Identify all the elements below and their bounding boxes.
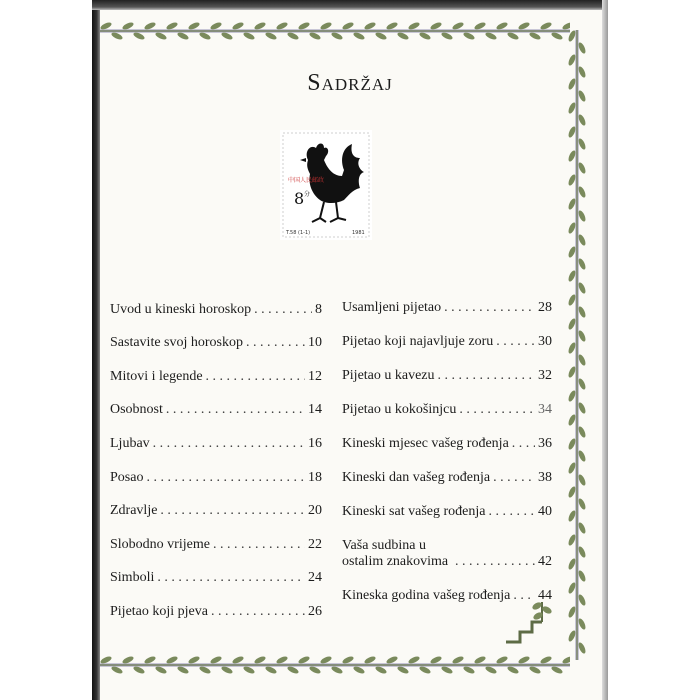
toc-entry-page: 36	[538, 436, 552, 451]
toc-leader	[157, 570, 305, 586]
toc-entry-page: 18	[308, 469, 322, 485]
toc-entry[interactable]	[110, 519, 322, 553]
toc-entry-page: 16	[308, 435, 322, 451]
toc-leader	[444, 300, 535, 316]
toc-entry[interactable]	[110, 452, 322, 486]
toc-entry[interactable]	[110, 553, 322, 587]
toc-leader	[166, 402, 305, 418]
toc-entry-page: 10	[308, 335, 322, 351]
toc-entry-label: Sastavite svoj horoskop	[110, 335, 243, 351]
toc-leader	[488, 504, 535, 520]
toc-leader	[246, 335, 305, 351]
toc-entry-page: 44	[538, 588, 552, 603]
toc-entry-page: 40	[538, 504, 552, 519]
toc-entry[interactable]	[342, 384, 552, 418]
stamp-country-text: 中国人民邮政	[288, 177, 325, 184]
toc-leader	[153, 436, 305, 452]
toc-entry-label: Pijetao koji pjeva	[110, 603, 208, 619]
toc-entry[interactable]	[342, 282, 552, 316]
stamp-value-suffix: 分	[304, 191, 311, 198]
page-edge-shadow	[92, 0, 100, 700]
toc-entry[interactable]	[342, 452, 552, 486]
top-vine-border	[100, 18, 570, 44]
stamp-year: 1981	[352, 230, 365, 236]
toc-entry-label: Osobnost	[110, 402, 163, 418]
toc-entry-label: Pijetao u kavezu	[342, 368, 435, 383]
toc-entry-page: 42	[538, 554, 552, 569]
bottom-vine-border	[100, 652, 570, 678]
toc-entry-label: Kineski mjesec vašeg rođenja	[342, 436, 509, 451]
toc-entry-page: 38	[538, 470, 552, 485]
toc-entry-page: 26	[308, 603, 322, 619]
toc-leader	[493, 470, 535, 486]
toc-leader	[496, 334, 535, 350]
toc-entry[interactable]	[110, 486, 322, 520]
toc-entry-page: 32	[538, 368, 552, 383]
toc-leader	[455, 554, 535, 570]
toc-entry[interactable]	[342, 486, 552, 520]
toc-leader	[254, 302, 312, 318]
toc-entry[interactable]	[342, 570, 552, 604]
toc-entry[interactable]	[342, 520, 552, 570]
toc-leader	[206, 369, 305, 385]
page-title: Sadržaj	[307, 70, 393, 96]
page-top-shadow	[92, 0, 608, 10]
toc-entry-label: Simboli	[110, 570, 155, 586]
toc-leader	[459, 402, 535, 418]
toc-entry-label: Uvod u kineski horoskop	[110, 301, 252, 317]
toc-entry-label: Usamljeni pijetao	[342, 300, 442, 315]
book-page	[92, 0, 608, 700]
toc-entry-label: Slobodno vrijeme	[110, 536, 210, 552]
toc-entry-page: 30	[538, 334, 552, 349]
toc-left-column	[110, 284, 322, 620]
toc-entry[interactable]	[342, 418, 552, 452]
toc-entry[interactable]	[110, 586, 322, 620]
toc-entry-label: Posao	[110, 469, 144, 485]
toc-entry-label: Mitovi i legende	[110, 368, 203, 384]
toc-entry-label: Ljubav	[110, 435, 150, 451]
toc-entry-label: Vaša sudbina u ostalim znakovima	[342, 538, 449, 569]
toc-entry-label: Kineski dan vašeg rođenja	[342, 470, 491, 485]
toc-leader	[146, 470, 305, 486]
toc-entry[interactable]	[110, 318, 322, 352]
toc-leader	[213, 537, 305, 553]
toc-entry-label: Kineska godina vašeg rođenja	[342, 588, 511, 603]
right-vine-border	[564, 30, 590, 660]
toc-entry[interactable]	[342, 316, 552, 350]
toc-entry-page: 24	[308, 570, 322, 586]
toc-leader	[160, 503, 305, 519]
toc-leader	[438, 368, 535, 384]
toc-entry-page: 22	[308, 536, 322, 552]
stamp-code: T.58 (1-1)	[286, 230, 311, 236]
toc-entry-page: 12	[308, 368, 322, 384]
toc-leader	[512, 436, 535, 452]
toc-entry-page: 34	[538, 402, 552, 417]
toc-leader	[513, 588, 535, 604]
toc-entry[interactable]	[110, 284, 322, 318]
toc-entry-page: 20	[308, 503, 322, 519]
rooster-stamp	[280, 130, 372, 240]
toc-right-column	[342, 282, 552, 604]
toc-entry[interactable]	[110, 385, 322, 419]
stamp-value: 8	[294, 189, 305, 208]
toc-leader	[211, 604, 305, 620]
page-right-edge	[602, 0, 608, 700]
toc-entry-page: 28	[538, 300, 552, 315]
toc-entry-label: Kineski sat vašeg rođenja	[342, 504, 486, 519]
toc-entry-label: Zdravlje	[110, 503, 158, 519]
toc-entry-page: 8	[315, 301, 322, 317]
toc-entry-label: Pijetao koji najavljuje zoru	[342, 334, 494, 349]
toc-entry[interactable]	[110, 351, 322, 385]
toc-entry-page: 14	[308, 402, 322, 418]
toc-entry-label: Pijetao u kokošinjcu	[342, 402, 457, 417]
toc-entry[interactable]	[110, 418, 322, 452]
toc-entry[interactable]	[342, 350, 552, 384]
